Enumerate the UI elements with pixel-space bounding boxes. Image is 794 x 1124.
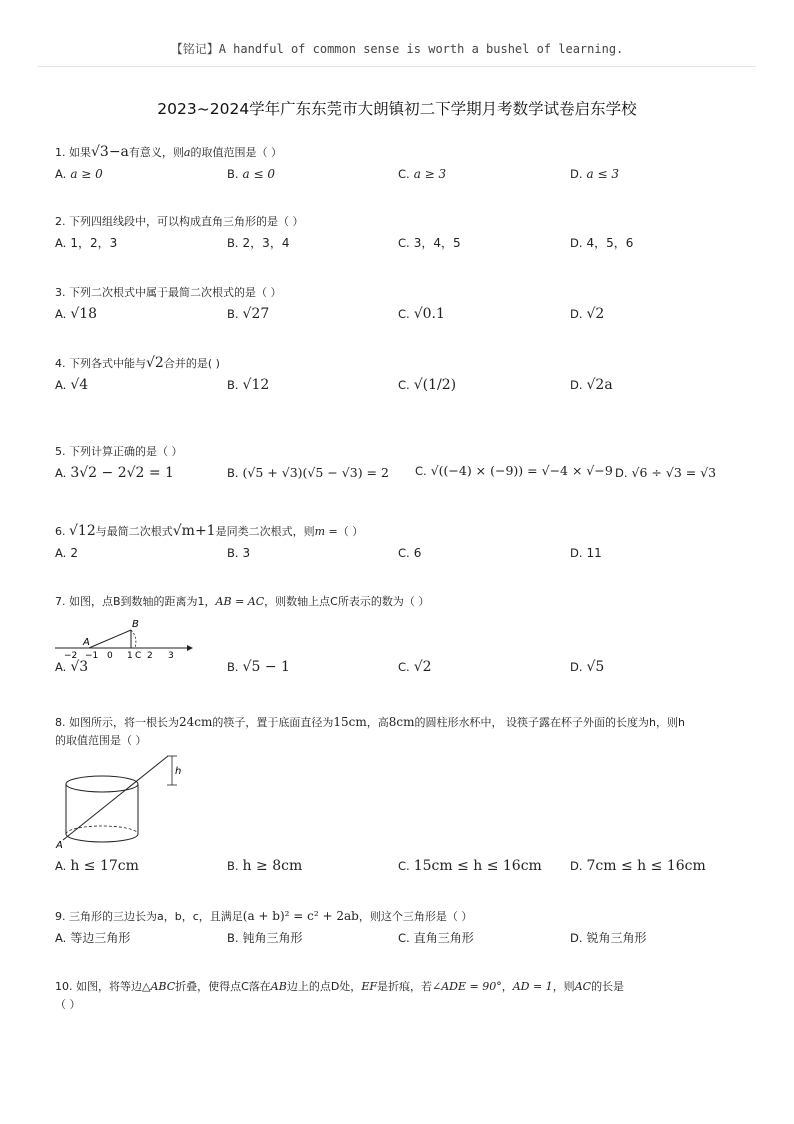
option-a[interactable]: A. h ≤ 17cm (55, 858, 139, 874)
question-stem: 8. 如图所示，将一根长为24cm的筷子，置于底面直径为15cm，高8cm的圆柱形水杯中， 设筷子露在杯子外面的长度为h，则h (55, 715, 685, 729)
label-h: h (175, 766, 182, 777)
question-stem: 9. 三角形的三边长为a，b，c，且满足(a + b)² = c² + 2ab，则这个三角形是（ ） (55, 909, 473, 923)
question-stem: 7. 如图，点B到数轴的距离为1，AB = AC，则数轴上点C所表示的数为（ ） (55, 595, 430, 608)
option-d[interactable]: D. a ≤ 3 (570, 167, 619, 181)
option-c[interactable]: C. 3，4，5 (398, 236, 461, 250)
tick-label: 0 (107, 651, 113, 659)
question-stem: 10. 如图，将等边△ABC折叠，使得点C落在AB边上的点D处，EF是折痕，若∠ADE = 90°，AD = 1，则AC的长是 (55, 980, 625, 993)
options-row (55, 928, 745, 950)
option-b[interactable]: B. 3 (227, 546, 251, 560)
option-c[interactable]: C. 15cm ≤ h ≤ 16cm (398, 858, 542, 874)
options-row (55, 463, 745, 485)
options-row (55, 543, 745, 565)
tick-label: 2 (147, 651, 153, 659)
question-stem-line2: （ ） (55, 998, 81, 1011)
options-row (55, 164, 745, 186)
tick-label: 3 (168, 651, 174, 659)
question-stem: 3. 下列二次根式中属于最简二次根式的是（ ） (55, 286, 282, 299)
point-b-label: B (132, 619, 139, 630)
option-d[interactable]: D. √5 (570, 659, 605, 675)
options-row (55, 657, 745, 679)
question-3 (55, 284, 745, 326)
option-c[interactable]: C. 6 (398, 546, 422, 560)
option-c[interactable]: C. √0.1 (398, 306, 445, 322)
options-row (55, 304, 745, 326)
option-a[interactable]: A. 2 (55, 546, 78, 560)
question-2 (55, 213, 745, 255)
question-stem: 6. √12与最简二次根式√m+1是同类二次根式，则m =（ ） (55, 523, 364, 539)
page-motto: 【铭记】A handful of common sense is worth a bushel of learning. (170, 42, 624, 56)
question-8 (55, 713, 745, 874)
tick-label: −2 (64, 651, 78, 659)
question-stem: 1. 如果√3−a有意义，则a的取值范围是（ ） (55, 144, 282, 160)
option-d[interactable]: D. 11 (570, 546, 602, 560)
tick-label: −1 (85, 651, 99, 659)
option-c[interactable]: C. 直角三角形 (398, 931, 474, 945)
option-b[interactable]: B. √5 − 1 (227, 659, 290, 675)
option-a[interactable]: A. 等边三角形 (55, 931, 131, 945)
tick-label: 1 (127, 651, 133, 659)
question-10 (55, 978, 745, 1014)
option-d[interactable]: D. √6 ÷ √3 = √3 (615, 465, 717, 480)
options-row (55, 375, 745, 415)
option-c[interactable]: C. a ≥ 3 (398, 167, 447, 181)
option-a[interactable]: A. √4 (55, 377, 89, 393)
option-a[interactable]: A. 1，2，3 (55, 236, 118, 250)
option-b[interactable]: B. √12 (227, 377, 270, 393)
question-7 (55, 593, 745, 679)
option-d[interactable]: D. 7cm ≤ h ≤ 16cm (570, 858, 706, 874)
question-stem: 2. 下列四组线段中，可以构成直角三角形的是（ ） (55, 215, 304, 228)
label-a: A (56, 840, 63, 848)
question-9 (55, 907, 745, 950)
question-5 (55, 443, 745, 485)
options-row (55, 856, 745, 878)
option-d[interactable]: D. 锐角三角形 (570, 931, 647, 945)
option-b[interactable]: B. a ≤ 0 (227, 167, 276, 181)
option-d[interactable]: D. √2a (570, 377, 613, 393)
option-b[interactable]: B. 2，3，4 (227, 236, 290, 250)
header-divider (38, 66, 756, 67)
point-a-label: A (83, 637, 90, 648)
page-title: 2023~2024学年广东东莞市大朗镇初二下学期月考数学试卷启东学校 (157, 100, 637, 118)
option-d[interactable]: D. √2 (570, 306, 605, 322)
option-c[interactable]: C. √2 (398, 659, 432, 675)
option-b[interactable]: B. 钝角三角形 (227, 931, 303, 945)
number-line-figure (55, 613, 195, 659)
question-stem: 4. 下列各式中能与√2合并的是( ) (55, 355, 220, 371)
question-stem: 5. 下列计算正确的是（ ） (55, 445, 183, 458)
option-a[interactable]: A. √3 (55, 659, 89, 675)
option-a[interactable]: A. a ≥ 0 (55, 167, 103, 181)
option-a[interactable]: A. 3√2 − 2√2 = 1 (55, 465, 174, 481)
cup-chopstick-figure (55, 752, 185, 848)
question-4 (55, 354, 745, 415)
option-b[interactable]: B. (√5 + √3)(√5 − √3) = 2 (227, 465, 389, 480)
option-d[interactable]: D. 4，5，6 (570, 236, 634, 250)
question-1 (55, 143, 745, 186)
options-row (55, 233, 745, 255)
option-b[interactable]: B. h ≥ 8cm (227, 858, 303, 874)
option-a[interactable]: A. √18 (55, 306, 98, 322)
question-stem-line2: 的取值范围是（ ） (55, 734, 147, 747)
option-b[interactable]: B. √27 (227, 306, 270, 322)
option-c[interactable]: C. √(1/2) (398, 377, 457, 393)
point-c-label: C (135, 651, 142, 659)
option-c[interactable]: C. √((−4) × (−9)) = √−4 × √−9 (415, 463, 613, 478)
question-6 (55, 522, 745, 565)
